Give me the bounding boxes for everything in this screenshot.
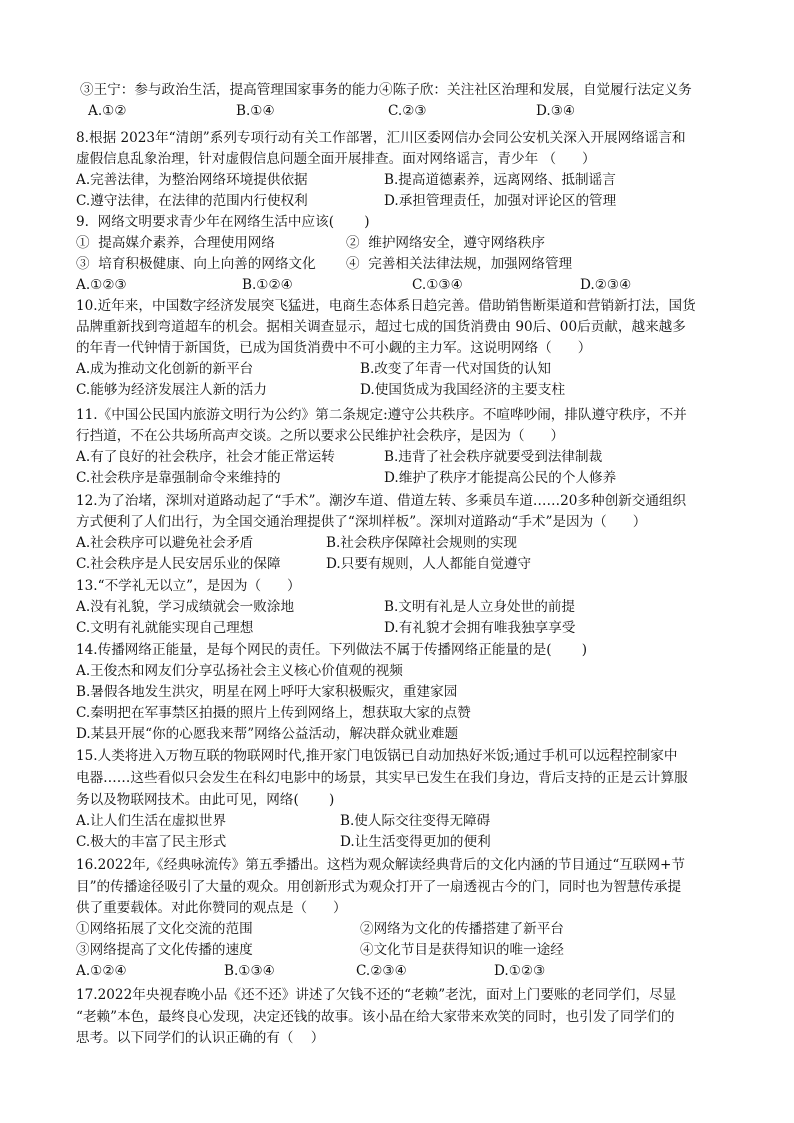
q17-stem-1: 17.2022年央视春晚小品《还不还》讲述了欠钱不还的“老赖”老沈，面对上门要账的老同学们，尽显 bbox=[76, 987, 677, 1003]
q11-stem-1: 11.《中国公民国内旅游文明行为公约》第二条规定:遵守公共秩序。不喧哗吵闹，排队遵守秩序，不并 bbox=[76, 407, 687, 423]
q11-option-b: B.违背了社会秩序就要受到法律制裁 bbox=[384, 449, 603, 465]
q16-option-a: A.①②④ bbox=[76, 963, 127, 979]
q12-option-d: D.只要有规则，人人都能自觉遵守 bbox=[326, 556, 532, 572]
q8-stem-2: 虚假信息乱象治理，针对虚假信息问题全面开展排查。面对网络谣言，青少年 （ ） bbox=[76, 151, 596, 167]
q14-option-a: A.王俊杰和网友们分享弘扬社会主义核心价值观的视频 bbox=[76, 663, 403, 679]
fragment-line: ③王宁：参与政治生活，提高管理国家事务的能力④陈子欣：关注社区治理和发展，自觉履行法定义务 bbox=[80, 82, 692, 98]
q10-option-d: D.使国货成为我国经济的主要支柱 bbox=[360, 382, 566, 398]
q10-stem-1: 10.近年来，中国数字经济发展突飞猛进，电商生态体系日趋完善。借助销售断渠道和营销新打法，国货 bbox=[76, 298, 696, 314]
q8-option-d: D.承担管理责任，加强对评论区的管理 bbox=[384, 193, 617, 209]
q13-option-b: B.文明有礼是人立身处世的前提 bbox=[384, 599, 576, 615]
q12-stem-1: 12.为了治堵，深圳对道路动起了“手术”。潮汐车道、借道左转、多乘员车道……20多种创新交通组织 bbox=[76, 493, 687, 509]
q10-stem-3: 的年青一代钟情于新国货，已成为国货消费中不可小觑的主力军。这说明网络（ ） bbox=[76, 340, 592, 356]
q13-stem: 13.“不学礼无以立”，是因为（ ） bbox=[76, 578, 301, 594]
q16-item-3: ③网络提高了文化传播的速度 bbox=[76, 942, 253, 958]
option-c: C.②③ bbox=[388, 103, 427, 119]
q15-option-a: A.让人们生活在虚拟世界 bbox=[76, 813, 227, 829]
q9-item-2: ② 维护网络安全，遵守网络秩序 bbox=[346, 235, 545, 251]
q9-option-b: B.①②④ bbox=[242, 277, 293, 293]
q8-option-a: A.完善法律，为整治网络环境提供依据 bbox=[76, 172, 308, 188]
q10-option-b: B.改变了年青一代对国货的认知 bbox=[360, 361, 552, 377]
q14-option-b: B.暑假各地发生洪灾，明星在网上呼吁大家积极赈灾，重建家园 bbox=[76, 684, 458, 700]
q11-option-d: D.维护了秩序才能提高公民的个人修养 bbox=[384, 470, 617, 486]
q16-item-2: ②网络为文化的传播搭建了新平台 bbox=[360, 921, 564, 937]
q10-option-a: A.成为推动文化创新的新平台 bbox=[76, 361, 254, 377]
q15-stem-3: 务以及物联网技术。由此可见，网络( ) bbox=[76, 792, 335, 808]
q16-option-c: C.②③④ bbox=[356, 963, 407, 979]
q9-option-a: A.①②③ bbox=[76, 277, 127, 293]
q14-option-c: C.秦明把在军事禁区拍摄的照片上传到网络上，想获取大家的点赞 bbox=[76, 705, 471, 721]
option-b: B.①④ bbox=[236, 103, 275, 119]
q17-stem-3: 思考。以下同学们的认识正确的有（ ） bbox=[76, 1030, 325, 1046]
q15-option-c: C.极大的丰富了民主形式 bbox=[76, 834, 227, 850]
q9-item-1: ① 提高媒介素养，合理使用网络 bbox=[76, 235, 275, 251]
q8-option-b: B.提高道德素养，远离网络、抵制谣言 bbox=[384, 172, 616, 188]
q16-option-d: D.①②③ bbox=[494, 963, 546, 979]
q8-option-c: C.遵守法律，在法律的范围内行使权利 bbox=[76, 193, 308, 209]
q9-item-3: ③ 培育积极健康、向上向善的网络文化 bbox=[76, 256, 316, 272]
q9-item-4: ④ 完善相关法律法规，加强网络管理 bbox=[346, 256, 573, 272]
q12-option-b: B.社会秩序保障社会规则的实现 bbox=[326, 535, 518, 551]
q12-option-a: A.社会秩序可以避免社会矛盾 bbox=[76, 535, 254, 551]
q13-option-c: C.文明有礼就能实现自己理想 bbox=[76, 620, 254, 636]
q15-stem-1: 15.人类将进入万物互联的物联网时代,推开家门电饭锅已自动加热好米饭;通过手机可以远程控制家中 bbox=[76, 748, 678, 764]
q16-stem-1: 16.2022年,《经典咏流传》第五季播出。这档为观众解读经典背后的文化内涵的节目通过“互联网+节 bbox=[76, 857, 686, 873]
q12-stem-2: 方式便利了人们出行，为全国交通治理提供了“深圳样板”。深圳对道路动“手术”是因为（ ） bbox=[76, 514, 647, 530]
q9-option-d: D.②③④ bbox=[580, 277, 632, 293]
option-a: A.①② bbox=[88, 103, 127, 119]
q16-item-4: ④文化节目是获得知识的唯一途经 bbox=[360, 942, 564, 958]
q10-option-c: C.能够为经济发展注人新的活力 bbox=[76, 382, 267, 398]
q15-option-d: D.让生活变得更加的便利 bbox=[340, 834, 491, 850]
q14-stem: 14.传播网络正能量，是每个网民的责任。下列做法不属于传播网络正能量的是( ) bbox=[76, 642, 588, 658]
option-d: D.③④ bbox=[536, 103, 576, 119]
q15-stem-2: 电器……这些看似只会发生在科幻电影中的场景，其实早已发生在我们身边，背后支持的正是云计算服 bbox=[76, 770, 688, 786]
q15-option-b: B.使人际交往变得无障碍 bbox=[340, 813, 491, 829]
q10-stem-2: 品牌重新找到弯道超车的机会。据相关调查显示，超过七成的国货消费由 90后、00后贡献，越来越多 bbox=[76, 319, 686, 335]
q16-item-1: ①网络拓展了文化交流的范围 bbox=[76, 921, 253, 937]
q16-option-b: B.①③④ bbox=[224, 963, 275, 979]
q12-option-c: C.社会秩序是人民安居乐业的保障 bbox=[76, 556, 281, 572]
q8-stem-1: 8.根据 2023年“清朗”系列专项行动有关工作部署，汇川区委网信办会同公安机关深入开展网络谣言和 bbox=[76, 130, 686, 146]
q11-option-c: C.社会秩序是靠强制命令来维持的 bbox=[76, 470, 281, 486]
q9-option-c: C.①③④ bbox=[412, 277, 463, 293]
q9-stem: 9. 网络文明要求青少年在网络生活中应该( ) bbox=[76, 214, 370, 230]
q17-stem-2: “老赖”本色，最终良心发现，决定还钱的故事。该小品在给大家带来欢笑的同时，也引发了同学们的 bbox=[76, 1009, 675, 1025]
q11-option-a: A.有了良好的社会秩序，社会才能正常运转 bbox=[76, 449, 335, 465]
q16-stem-2: 目”的传播途径吸引了大量的观众。用创新形式为观众打开了一扇透视古今的门，同时也为智慧传承提 bbox=[76, 879, 682, 895]
q16-stem-3: 供了重要载体。对此你赞同的观点是（ ） bbox=[76, 900, 347, 916]
q13-option-a: A.没有礼貌，学习成绩就会一败涂地 bbox=[76, 599, 295, 615]
q13-option-d: D.有礼貌才会拥有唯我独享享受 bbox=[384, 620, 576, 636]
q11-stem-2: 行挡道，不在公共场所高声交谈。之所以要求公民维护社会秩序，是因为（ ） bbox=[76, 428, 565, 444]
q14-option-d: D.某县开展“你的心愿我来帮”网络公益活动，解决群众就业难题 bbox=[76, 726, 459, 742]
